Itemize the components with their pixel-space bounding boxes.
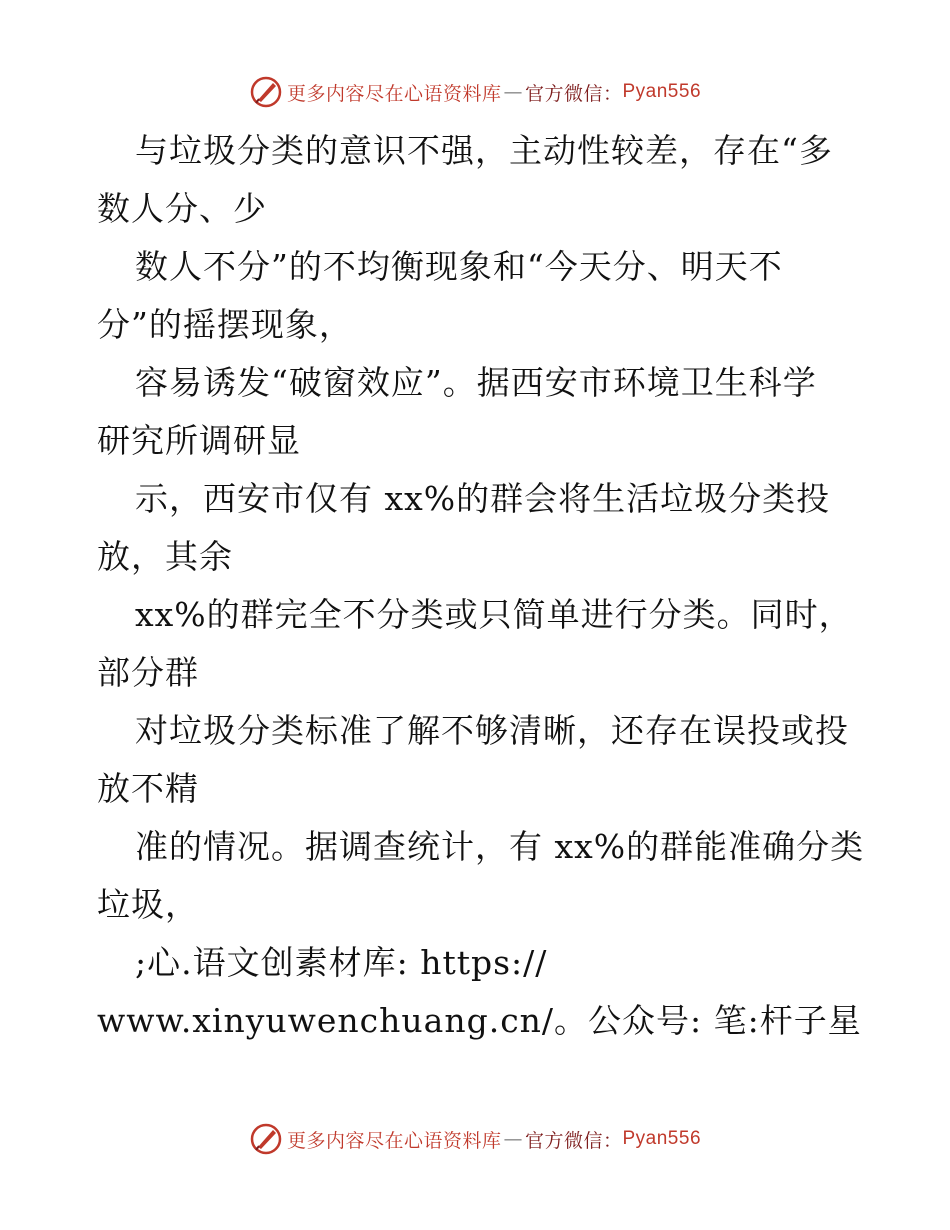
banner-text: 更多内容尽在心语资料库	[286, 82, 502, 105]
paragraph	[97, 122, 857, 238]
paragraph-continuation: 垃圾，	[97, 885, 199, 924]
quill-logo-icon	[249, 1122, 283, 1156]
banner-wechat-id: Pyan556	[622, 81, 702, 102]
paragraph-first-line: 容易诱发“破窗效应”。据西安市环境卫生科学	[135, 363, 817, 402]
paragraph	[97, 470, 857, 586]
paragraph-first-line: 与垃圾分类的意识不强，主动性较差，存在“多	[135, 131, 833, 170]
banner-wechat-label: 官方微信：	[524, 82, 623, 105]
banner-wechat-id: Pyan556	[622, 1128, 702, 1149]
paragraph-first-line: 示，西安市仅有 xx%的群会将生活垃圾分类投	[135, 479, 831, 518]
source-line-1: ;心.语文创素材库: https://	[135, 943, 548, 982]
banner-wechat-label: 官方微信：	[524, 1129, 623, 1152]
quill-logo-icon	[249, 75, 283, 109]
paragraph	[97, 586, 857, 702]
banner-dash: —	[503, 1128, 523, 1150]
paragraph	[97, 818, 865, 934]
footer-banner	[0, 1119, 950, 1159]
paragraph-first-line: 对垃圾分类标准了解不够清晰，还存在误投或投	[135, 711, 849, 750]
paragraph-continuation: 放不精	[97, 769, 199, 808]
paragraph	[97, 354, 857, 470]
paragraph-first-line: 准的情况。据调查统计，有 xx%的群能准确分类	[135, 827, 865, 866]
paragraph-continuation: 研究所调研显	[97, 421, 301, 460]
paragraph	[97, 702, 857, 818]
source-line-2: www.xinyuwenchuang.cn/。公众号: 笔:杆子星	[97, 1001, 862, 1040]
paragraph-continuation: 数人分、少	[97, 189, 267, 228]
paragraph-continuation: 放，其余	[97, 537, 233, 576]
header-banner	[0, 72, 950, 112]
banner-text: 更多内容尽在心语资料库	[286, 1129, 502, 1152]
paragraph-first-line: xx%的群完全不分类或只简单进行分类。同时，	[135, 595, 853, 634]
paragraph	[97, 238, 857, 354]
paragraph-continuation: 分”的摇摆现象，	[97, 305, 353, 344]
banner-dash: —	[503, 81, 523, 103]
source-paragraph	[97, 934, 862, 1050]
document-body	[97, 122, 865, 1050]
paragraph-first-line: 数人不分”的不均衡现象和“今天分、明天不	[135, 247, 783, 286]
paragraph-continuation: 部分群	[97, 653, 199, 692]
